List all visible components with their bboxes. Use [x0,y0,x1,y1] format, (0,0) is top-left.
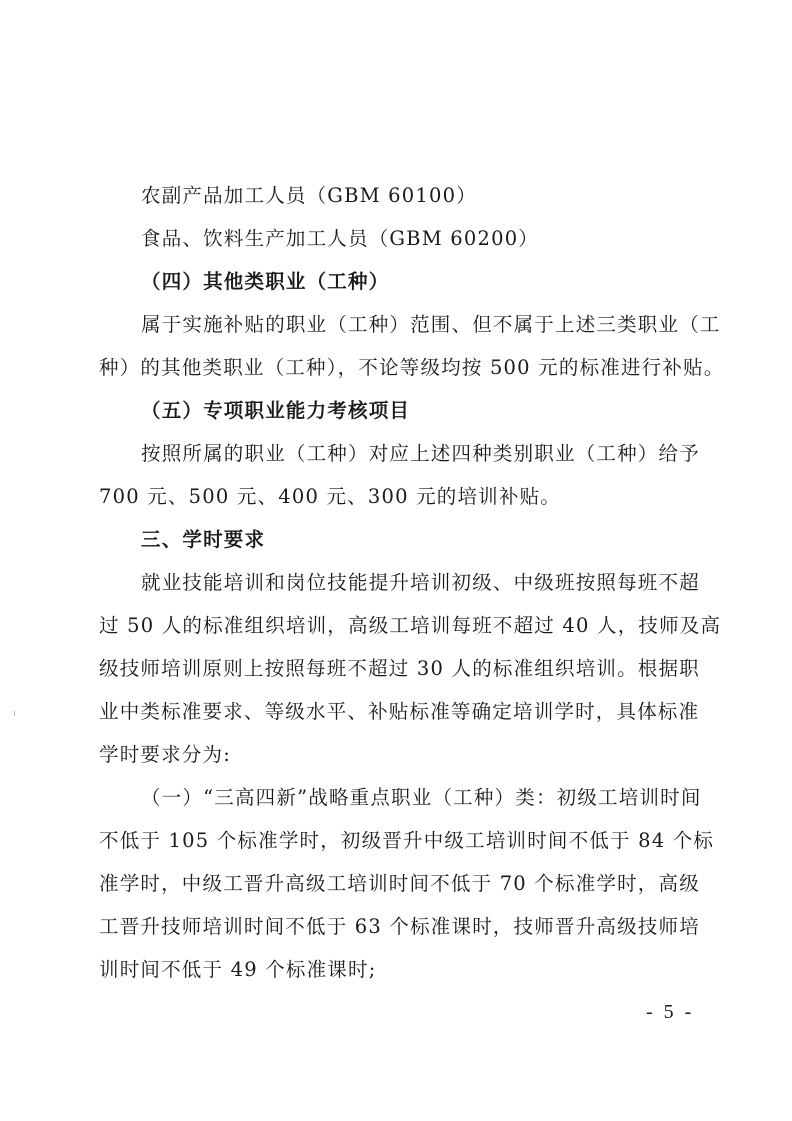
paragraph-line: 700 元、500 元、400 元、300 元的培训补贴。 [99,485,561,508]
paragraph-line: 准学时，中级工晋升高级工培训时间不低于 70 个标准学时，高级 [99,872,700,895]
text-line-agri-processing: 农副产品加工人员（GBM 60100） [141,184,477,207]
scan-artifact [14,711,15,716]
section-heading-special-assessment: （五）专项职业能力考核项目 [141,399,411,422]
paragraph-line: 级技师培训原则上按照每班不超过 30 人的标准组织培训。根据职 [99,657,700,680]
paragraph-line: 过 50 人的标准组织培训，高级工培训每班不超过 40 人，技师及高 [99,614,722,637]
paragraph-line: 就业技能培训和岗位技能提升培训初级、中级班按照每班不超 [141,571,700,594]
text-line-food-beverage: 食品、饮料生产加工人员（GBM 60200） [141,227,540,250]
paragraph-line: 不低于 105 个标准学时，初级晋升中级工培训时间不低于 84 个标 [99,829,715,852]
paragraph-line: 种）的其他类职业（工种），不论等级均按 500 元的标准进行补贴。 [99,356,725,379]
paragraph-line: 学时要求分为: [99,743,231,766]
paragraph-line: （一）“三高四新”战略重点职业（工种）类：初级工培训时间 [141,786,702,809]
paragraph-line: 属于实施补贴的职业（工种）范围、但不属于上述三类职业（工 [141,313,721,336]
section-heading-study-hours: 三、学时要求 [141,528,266,551]
paragraph-line: 训时间不低于 49 个标准课时; [99,958,377,981]
paragraph-line: 工晋升技师培训时间不低于 63 个标准课时，技师晋升高级技师培 [99,915,700,938]
section-heading-other-occupations: （四）其他类职业（工种） [141,270,390,293]
paragraph-line: 按照所属的职业（工种）对应上述四种类别职业（工种）给予 [141,442,700,465]
page-number: - 5 - [646,1001,695,1023]
paragraph-line: 业中类标准要求、等级水平、补贴标准等确定培训学时，具体标准 [99,700,700,723]
